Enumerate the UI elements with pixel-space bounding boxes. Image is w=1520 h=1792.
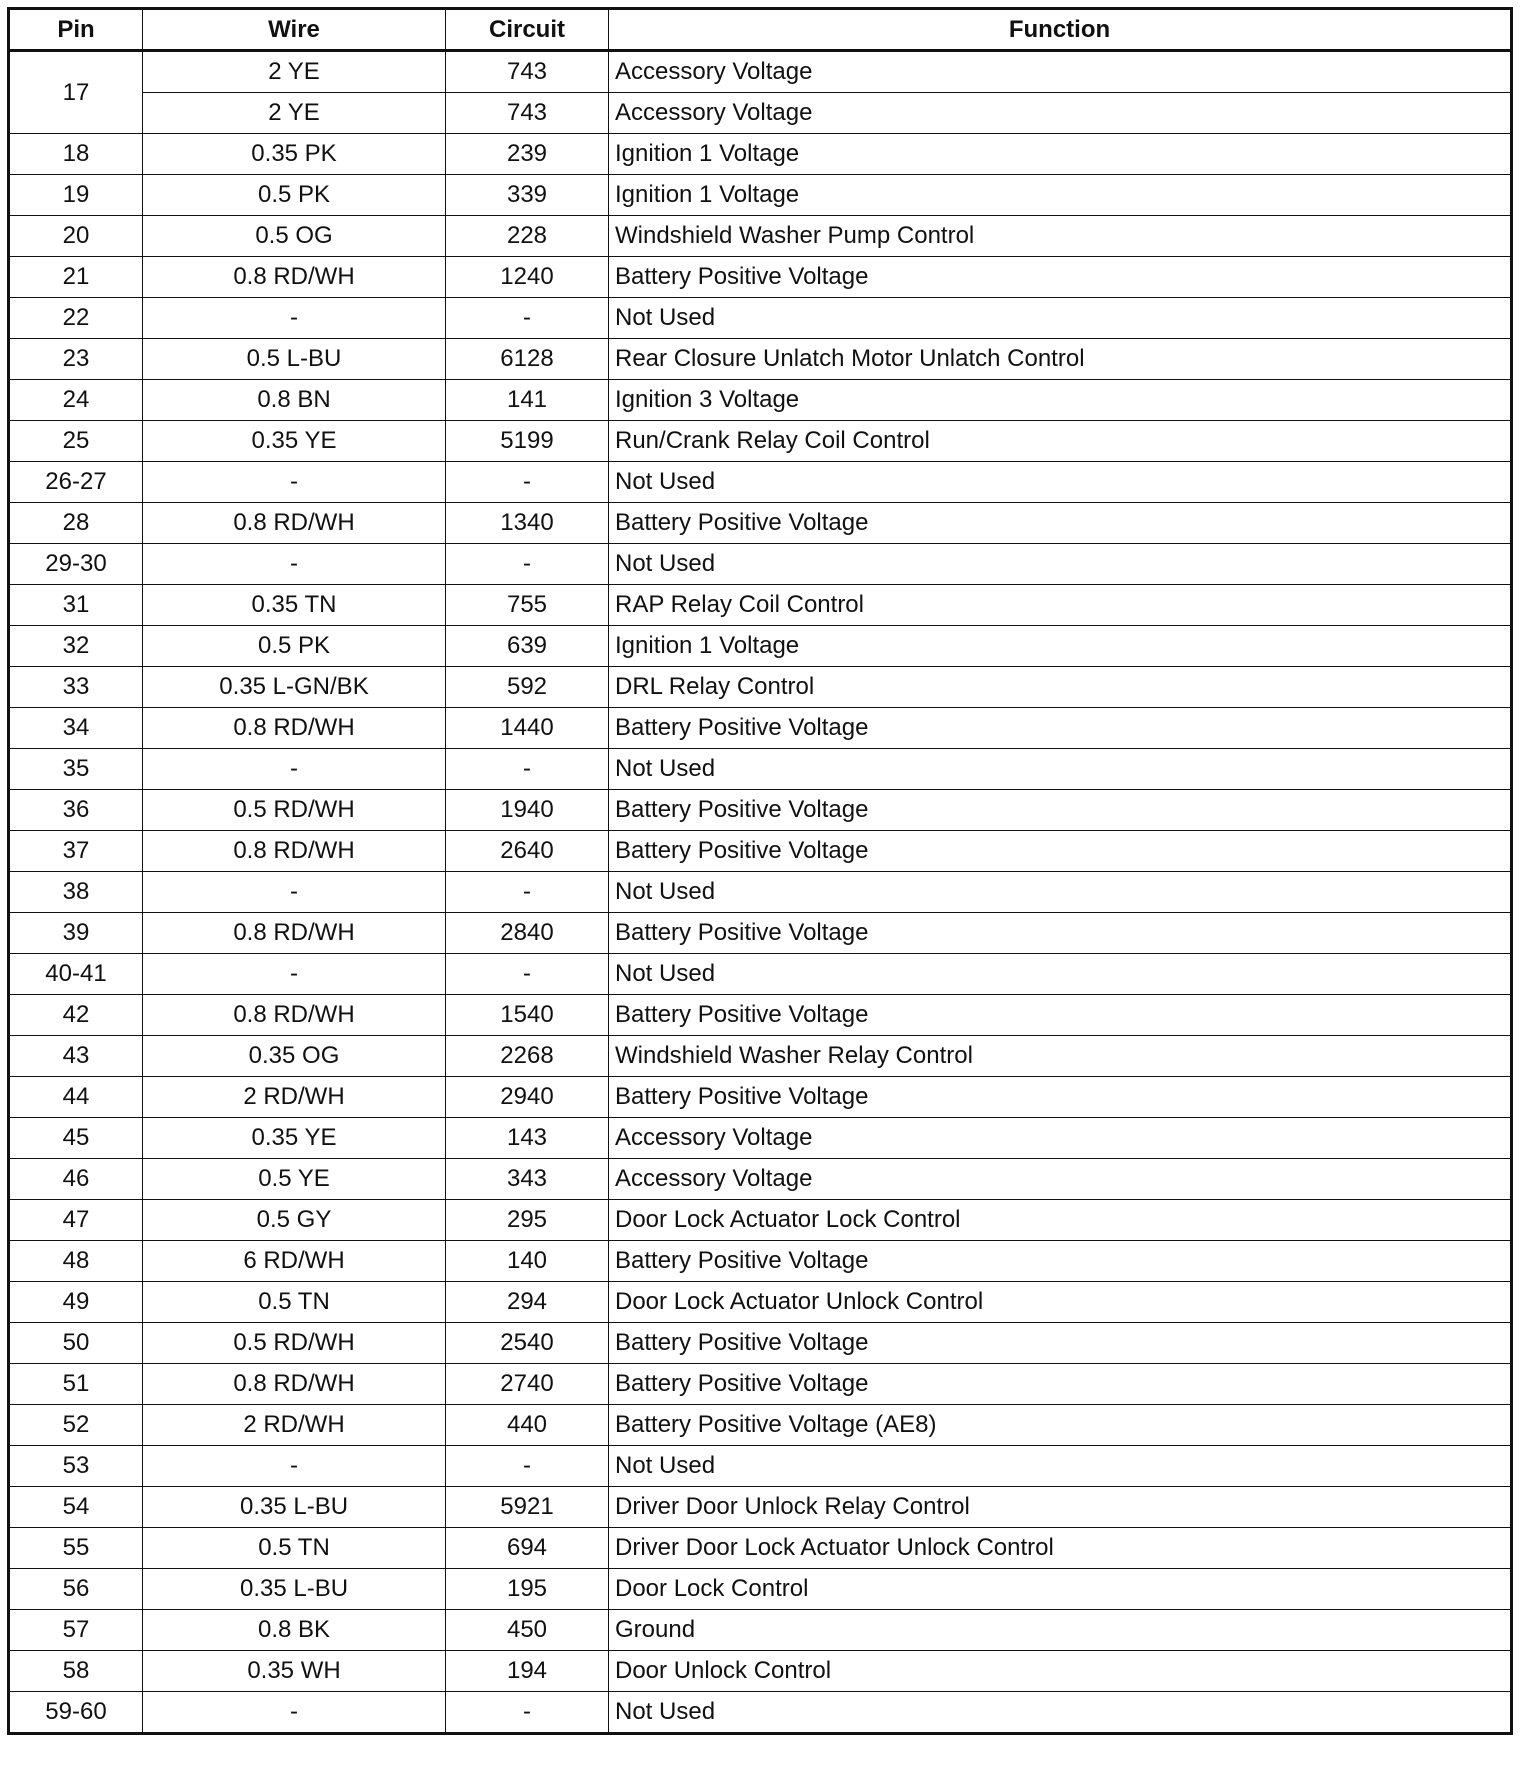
circuit-cell: 2268 (446, 1036, 609, 1077)
wire-cell: 0.35 TN (143, 585, 446, 626)
table-row (9, 872, 1512, 913)
pin-cell: 56 (9, 1569, 143, 1610)
function-cell: Battery Positive Voltage (609, 257, 1512, 298)
table-row (9, 421, 1512, 462)
function-cell: Not Used (609, 1692, 1512, 1734)
wire-cell: 2 RD/WH (143, 1405, 446, 1446)
function-cell: Door Unlock Control (609, 1651, 1512, 1692)
wire-cell: 0.35 YE (143, 421, 446, 462)
pin-cell: 32 (9, 626, 143, 667)
table-row (9, 339, 1512, 380)
pin-cell: 46 (9, 1159, 143, 1200)
wire-cell: 0.8 RD/WH (143, 1364, 446, 1405)
pin-cell: 54 (9, 1487, 143, 1528)
circuit-cell: 2940 (446, 1077, 609, 1118)
pin-cell: 58 (9, 1651, 143, 1692)
function-cell: Not Used (609, 954, 1512, 995)
function-cell: Battery Positive Voltage (609, 1241, 1512, 1282)
function-column-header: Function (609, 9, 1512, 51)
wire-cell: 0.35 PK (143, 134, 446, 175)
circuit-cell: - (446, 954, 609, 995)
pin-cell: 40-41 (9, 954, 143, 995)
pin-cell: 31 (9, 585, 143, 626)
pin-cell: 17 (9, 51, 143, 134)
circuit-cell: - (446, 749, 609, 790)
function-cell: Run/Crank Relay Coil Control (609, 421, 1512, 462)
wire-cell: - (143, 1446, 446, 1487)
function-cell: Ignition 1 Voltage (609, 134, 1512, 175)
function-cell: Windshield Washer Pump Control (609, 216, 1512, 257)
table-row (9, 1446, 1512, 1487)
wire-cell: 0.8 RD/WH (143, 257, 446, 298)
function-cell: Driver Door Unlock Relay Control (609, 1487, 1512, 1528)
pin-cell: 59-60 (9, 1692, 143, 1734)
table-row (9, 175, 1512, 216)
pin-cell: 21 (9, 257, 143, 298)
pin-cell: 20 (9, 216, 143, 257)
circuit-cell: - (446, 872, 609, 913)
table-row (9, 216, 1512, 257)
table-row (9, 1200, 1512, 1241)
pin-cell: 52 (9, 1405, 143, 1446)
table-row (9, 1487, 1512, 1528)
wire-cell: 0.5 PK (143, 626, 446, 667)
circuit-cell: 295 (446, 1200, 609, 1241)
circuit-cell: - (446, 462, 609, 503)
table-row (9, 667, 1512, 708)
circuit-cell: 6128 (446, 339, 609, 380)
function-cell: Battery Positive Voltage (609, 503, 1512, 544)
function-cell: Battery Positive Voltage (609, 1323, 1512, 1364)
table-row (9, 1405, 1512, 1446)
function-cell: Driver Door Lock Actuator Unlock Control (609, 1528, 1512, 1569)
table-row (9, 1077, 1512, 1118)
wire-cell: - (143, 954, 446, 995)
pin-cell: 38 (9, 872, 143, 913)
circuit-cell: 194 (446, 1651, 609, 1692)
wire-cell: 0.8 RD/WH (143, 995, 446, 1036)
function-cell: DRL Relay Control (609, 667, 1512, 708)
wire-cell: 2 RD/WH (143, 1077, 446, 1118)
function-cell: Ignition 3 Voltage (609, 380, 1512, 421)
table-row (9, 1692, 1512, 1734)
table-row (9, 134, 1512, 175)
wire-cell: - (143, 749, 446, 790)
pin-cell: 29-30 (9, 544, 143, 585)
wire-cell: 0.5 YE (143, 1159, 446, 1200)
circuit-cell: - (446, 544, 609, 585)
table-row (9, 1569, 1512, 1610)
function-cell: Not Used (609, 462, 1512, 503)
circuit-cell: 1240 (446, 257, 609, 298)
table-row (9, 954, 1512, 995)
table-row (9, 298, 1512, 339)
circuit-cell: 294 (446, 1282, 609, 1323)
function-cell: Door Lock Control (609, 1569, 1512, 1610)
wire-cell: 2 YE (143, 51, 446, 93)
circuit-cell: 228 (446, 216, 609, 257)
circuit-column-header: Circuit (446, 9, 609, 51)
function-cell: Door Lock Actuator Unlock Control (609, 1282, 1512, 1323)
wire-cell: 2 YE (143, 93, 446, 134)
pin-cell: 39 (9, 913, 143, 954)
pin-cell: 22 (9, 298, 143, 339)
pin-cell: 48 (9, 1241, 143, 1282)
wire-cell: 0.5 L-BU (143, 339, 446, 380)
circuit-cell: 339 (446, 175, 609, 216)
wire-cell: 0.8 RD/WH (143, 503, 446, 544)
function-cell: Battery Positive Voltage (609, 1364, 1512, 1405)
pin-cell: 19 (9, 175, 143, 216)
circuit-cell: 5921 (446, 1487, 609, 1528)
circuit-cell: 2640 (446, 831, 609, 872)
table-row (9, 544, 1512, 585)
function-cell: Ignition 1 Voltage (609, 175, 1512, 216)
circuit-cell: - (446, 1446, 609, 1487)
function-cell: Accessory Voltage (609, 93, 1512, 134)
table-body (9, 51, 1512, 1734)
wire-cell: 0.5 RD/WH (143, 790, 446, 831)
table-row (9, 1323, 1512, 1364)
pin-cell: 28 (9, 503, 143, 544)
function-cell: Battery Positive Voltage (609, 995, 1512, 1036)
function-cell: RAP Relay Coil Control (609, 585, 1512, 626)
wire-cell: 0.8 BN (143, 380, 446, 421)
pin-cell: 23 (9, 339, 143, 380)
pin-cell: 53 (9, 1446, 143, 1487)
wire-cell: 0.5 TN (143, 1528, 446, 1569)
wire-cell: 0.35 L-BU (143, 1487, 446, 1528)
table-row (9, 913, 1512, 954)
circuit-cell: 1540 (446, 995, 609, 1036)
pin-cell: 42 (9, 995, 143, 1036)
circuit-cell: 755 (446, 585, 609, 626)
table-row (9, 626, 1512, 667)
pin-cell: 50 (9, 1323, 143, 1364)
function-cell: Not Used (609, 1446, 1512, 1487)
wire-cell: 0.8 RD/WH (143, 708, 446, 749)
circuit-cell: 141 (446, 380, 609, 421)
pin-cell: 43 (9, 1036, 143, 1077)
circuit-cell: 343 (446, 1159, 609, 1200)
table-row (9, 1036, 1512, 1077)
wire-cell: - (143, 544, 446, 585)
circuit-cell: 592 (446, 667, 609, 708)
table-row (9, 708, 1512, 749)
circuit-cell: 2740 (446, 1364, 609, 1405)
wire-cell: 0.8 BK (143, 1610, 446, 1651)
wire-cell: - (143, 462, 446, 503)
wire-cell: 0.35 WH (143, 1651, 446, 1692)
circuit-cell: 143 (446, 1118, 609, 1159)
table-row (9, 1282, 1512, 1323)
wire-cell: - (143, 872, 446, 913)
function-cell: Ignition 1 Voltage (609, 626, 1512, 667)
circuit-cell: 450 (446, 1610, 609, 1651)
function-cell: Rear Closure Unlatch Motor Unlatch Control (609, 339, 1512, 380)
pin-cell: 44 (9, 1077, 143, 1118)
function-cell: Not Used (609, 872, 1512, 913)
circuit-cell: 743 (446, 51, 609, 93)
pin-cell: 36 (9, 790, 143, 831)
function-cell: Not Used (609, 544, 1512, 585)
wire-cell: 0.5 TN (143, 1282, 446, 1323)
pin-cell: 47 (9, 1200, 143, 1241)
function-cell: Battery Positive Voltage (609, 831, 1512, 872)
pin-cell: 37 (9, 831, 143, 872)
table-row (9, 257, 1512, 298)
function-cell: Accessory Voltage (609, 1118, 1512, 1159)
pin-cell: 57 (9, 1610, 143, 1651)
circuit-cell: 239 (446, 134, 609, 175)
pin-cell: 25 (9, 421, 143, 462)
wire-cell: 0.5 GY (143, 1200, 446, 1241)
pin-cell: 33 (9, 667, 143, 708)
function-cell: Battery Positive Voltage (609, 708, 1512, 749)
circuit-cell: 743 (446, 93, 609, 134)
table-row (9, 1118, 1512, 1159)
circuit-cell: 1940 (446, 790, 609, 831)
wire-column-header: Wire (143, 9, 446, 51)
table-row (9, 749, 1512, 790)
circuit-cell: 694 (446, 1528, 609, 1569)
table-row (9, 1610, 1512, 1651)
circuit-cell: 5199 (446, 421, 609, 462)
wire-cell: 0.35 YE (143, 1118, 446, 1159)
table-row (9, 1651, 1512, 1692)
table-row (9, 790, 1512, 831)
wire-cell: - (143, 298, 446, 339)
wire-cell: 0.35 OG (143, 1036, 446, 1077)
pin-cell: 18 (9, 134, 143, 175)
pin-cell: 24 (9, 380, 143, 421)
table-row (9, 1159, 1512, 1200)
connector-pinout-table (7, 7, 1513, 1735)
table-row (9, 1241, 1512, 1282)
pin-cell: 55 (9, 1528, 143, 1569)
pin-cell: 35 (9, 749, 143, 790)
pin-column-header: Pin (9, 9, 143, 51)
circuit-cell: - (446, 298, 609, 339)
table-row (9, 831, 1512, 872)
function-cell: Accessory Voltage (609, 51, 1512, 93)
function-cell: Accessory Voltage (609, 1159, 1512, 1200)
circuit-cell: 195 (446, 1569, 609, 1610)
pin-cell: 49 (9, 1282, 143, 1323)
table-row (9, 380, 1512, 421)
circuit-cell: 2840 (446, 913, 609, 954)
function-cell: Not Used (609, 749, 1512, 790)
function-cell: Battery Positive Voltage (609, 913, 1512, 954)
table-row (9, 995, 1512, 1036)
pin-cell: 34 (9, 708, 143, 749)
wire-cell: 0.8 RD/WH (143, 913, 446, 954)
circuit-cell: 1440 (446, 708, 609, 749)
circuit-cell: - (446, 1692, 609, 1734)
pin-cell: 26-27 (9, 462, 143, 503)
circuit-cell: 2540 (446, 1323, 609, 1364)
wire-cell: 6 RD/WH (143, 1241, 446, 1282)
table-row (9, 93, 1512, 134)
wire-cell: 0.5 PK (143, 175, 446, 216)
pin-cell: 45 (9, 1118, 143, 1159)
pin-cell: 51 (9, 1364, 143, 1405)
table-row (9, 1528, 1512, 1569)
function-cell: Battery Positive Voltage (609, 790, 1512, 831)
table-row (9, 1364, 1512, 1405)
table-row (9, 585, 1512, 626)
wire-cell: 0.8 RD/WH (143, 831, 446, 872)
circuit-cell: 639 (446, 626, 609, 667)
wire-cell: 0.5 OG (143, 216, 446, 257)
function-cell: Battery Positive Voltage (AE8) (609, 1405, 1512, 1446)
circuit-cell: 440 (446, 1405, 609, 1446)
function-cell: Windshield Washer Relay Control (609, 1036, 1512, 1077)
wire-cell: 0.5 RD/WH (143, 1323, 446, 1364)
table-row (9, 503, 1512, 544)
wire-cell: 0.35 L-BU (143, 1569, 446, 1610)
function-cell: Ground (609, 1610, 1512, 1651)
circuit-cell: 140 (446, 1241, 609, 1282)
header-row (9, 9, 1512, 51)
table-row (9, 51, 1512, 93)
function-cell: Door Lock Actuator Lock Control (609, 1200, 1512, 1241)
function-cell: Battery Positive Voltage (609, 1077, 1512, 1118)
circuit-cell: 1340 (446, 503, 609, 544)
wire-cell: - (143, 1692, 446, 1734)
wire-cell: 0.35 L-GN/BK (143, 667, 446, 708)
function-cell: Not Used (609, 298, 1512, 339)
table-row (9, 462, 1512, 503)
